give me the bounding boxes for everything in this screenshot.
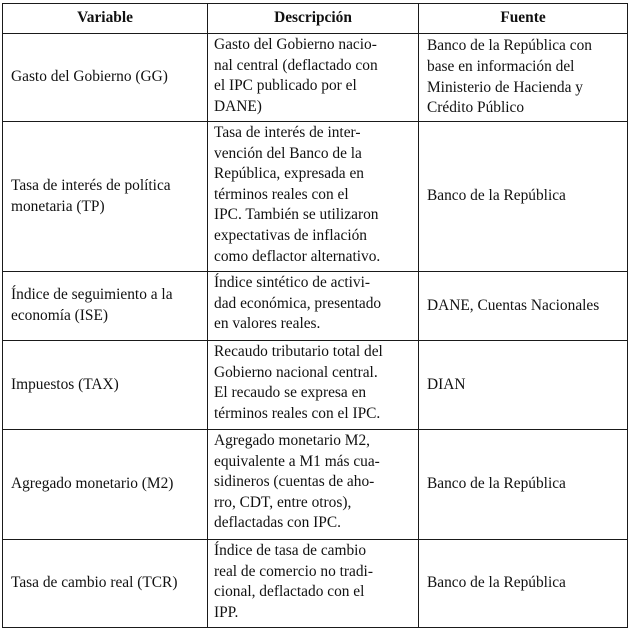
cell-variable: Tasa de cambio real (TCR) bbox=[3, 540, 208, 628]
cell-fuente: Banco de la República con base en información del Ministerio de Hacienda y Crédito Público bbox=[419, 34, 628, 122]
cell-descripcion bbox=[208, 540, 419, 628]
table-row bbox=[3, 122, 628, 272]
desc-line: términos reales con el bbox=[214, 185, 349, 203]
desc-line: cional, deflactado con el bbox=[214, 583, 365, 601]
desc-line: Índice sintético de activi- bbox=[214, 274, 370, 291]
header-descripcion: Descripción bbox=[208, 4, 419, 34]
desc-line: IPP. bbox=[214, 603, 239, 621]
desc-line: rro, CDT, entre otros), bbox=[214, 493, 352, 511]
desc-line: deflactadas con IPC. bbox=[214, 514, 341, 532]
desc-line: Agregado monetario M2, bbox=[214, 432, 371, 449]
desc-line: Índice de tasa de cambio bbox=[214, 542, 367, 559]
variables-table bbox=[2, 3, 628, 628]
desc-line: equivalente a M1 más cua- bbox=[214, 452, 380, 470]
desc-line: Tasa de interés de inter- bbox=[214, 124, 361, 141]
desc-line: dad económica, presentado bbox=[214, 294, 382, 312]
desc-line: El recaudo se expresa en bbox=[214, 384, 367, 402]
desc-line: República, expresada en bbox=[214, 165, 364, 183]
desc-line: sidineros (cuentas de aho- bbox=[214, 473, 375, 491]
cell-variable: Gasto del Gobierno (GG) bbox=[3, 34, 208, 122]
cell-variable: Impuestos (TAX) bbox=[3, 341, 208, 430]
desc-line: expectativas de inflación bbox=[214, 226, 367, 244]
table-row bbox=[3, 430, 628, 540]
desc-line: Gasto del Gobierno nacio- bbox=[214, 36, 377, 53]
desc-line: el IPC publicado por el bbox=[214, 77, 357, 95]
table-row bbox=[3, 341, 628, 430]
cell-descripcion bbox=[208, 122, 419, 272]
desc-line: DANE) bbox=[214, 97, 262, 115]
cell-descripcion bbox=[208, 430, 419, 540]
cell-fuente: Banco de la República bbox=[419, 122, 628, 272]
desc-line: en valores reales. bbox=[214, 315, 321, 333]
cell-descripcion bbox=[208, 341, 419, 430]
desc-line: Gobierno nacional central. bbox=[214, 363, 378, 381]
cell-descripcion bbox=[208, 34, 419, 122]
cell-fuente: Banco de la República bbox=[419, 540, 628, 628]
desc-line: términos reales con el IPC. bbox=[214, 404, 381, 422]
desc-line: nal central (deflactado con bbox=[214, 56, 378, 74]
cell-fuente: DIAN bbox=[419, 341, 628, 430]
cell-variable: Agregado monetario (M2) bbox=[3, 430, 208, 540]
cell-fuente: Banco de la República bbox=[419, 430, 628, 540]
table-row bbox=[3, 540, 628, 628]
desc-line: vención del Banco de la bbox=[214, 144, 362, 162]
header-variable: Variable bbox=[3, 4, 208, 34]
cell-variable: Tasa de interés de política monetaria (TP) bbox=[3, 122, 208, 272]
desc-line: Recaudo tributario total del bbox=[214, 343, 383, 360]
table-row bbox=[3, 272, 628, 341]
desc-line: IPC. También se utilizaron bbox=[214, 206, 379, 224]
table-row bbox=[3, 34, 628, 122]
desc-line: como deflactor alternativo. bbox=[214, 247, 381, 265]
desc-line: real de comercio no tradi- bbox=[214, 562, 373, 580]
cell-descripcion bbox=[208, 272, 419, 341]
cell-fuente: DANE, Cuentas Nacionales bbox=[419, 272, 628, 341]
header-row bbox=[3, 4, 628, 34]
cell-variable: Índice de seguimiento a la economía (ISE) bbox=[3, 272, 208, 341]
header-fuente: Fuente bbox=[419, 4, 628, 34]
